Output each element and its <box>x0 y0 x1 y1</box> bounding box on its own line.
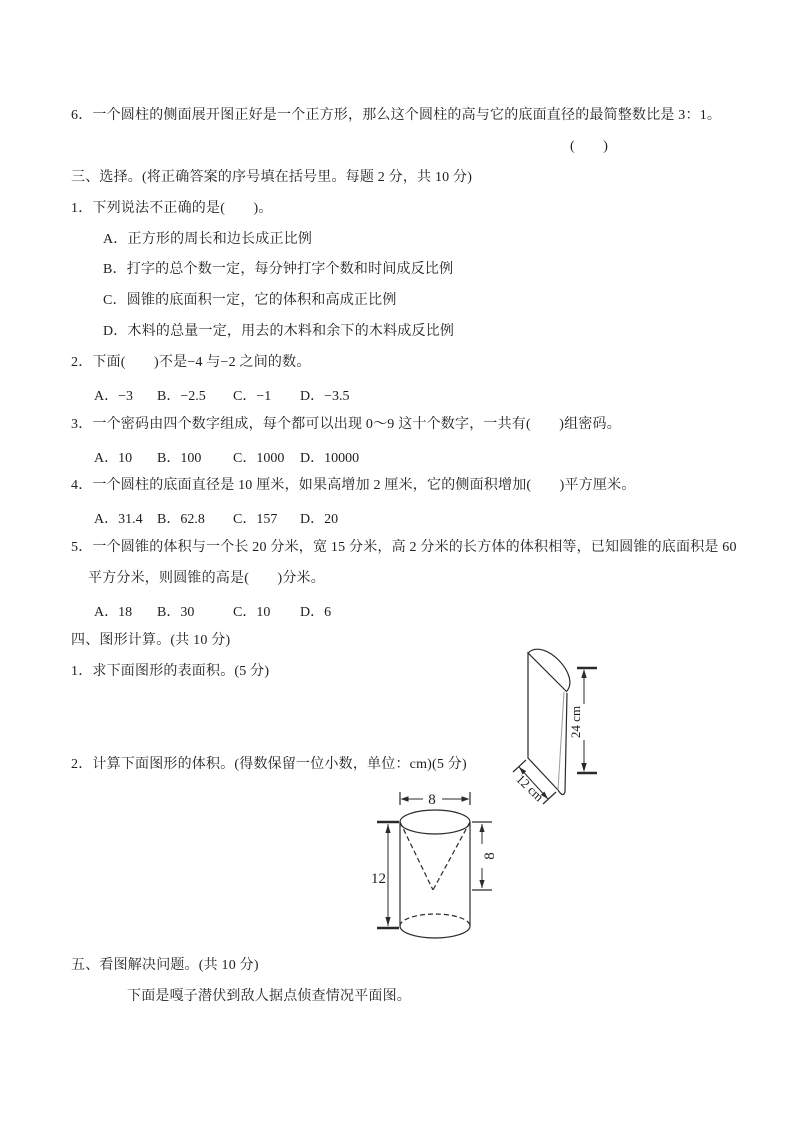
diameter-label-12cm: 12 cm <box>513 771 547 805</box>
choice-q3-text: 3．一个密码由四个数字组成，每个都可以出现 0～9 这十个数字，一共有( )组密码。 <box>71 417 621 432</box>
solve-section-header: 五、看图解决问题。(共 10 分) <box>71 958 259 973</box>
half-cylinder-solid <box>528 649 570 794</box>
half-cylinder-bottom-arc <box>558 790 565 795</box>
cone-height-label: 8 <box>482 852 498 860</box>
half-cylinder-figure <box>500 630 630 825</box>
choice-q4-option-d: D．20 <box>300 512 339 527</box>
choice-q5-option-a: A．18 <box>94 605 133 620</box>
choice-q2-option-d: D．−3.5 <box>300 389 350 404</box>
choice-q1-option-d: D．木料的总量一定，用去的木料和余下的木料成反比例 <box>103 324 455 339</box>
cylinder-height-label: 12 <box>371 871 386 887</box>
choice-q3-option-d: D．10000 <box>300 451 360 466</box>
cylinder-bottom-front-arc <box>400 926 470 938</box>
choice-q1-option-a: A．正方形的周长和边长成正比例 <box>103 232 313 247</box>
diameter-dimension-12cm <box>513 760 556 804</box>
choice-q1-option-b: B．打字的总个数一定，每分钟打字个数和时间成反比例 <box>103 262 454 277</box>
choice-q3-option-b: B．100 <box>157 451 202 466</box>
figure-section-header: 四、图形计算。(共 10 分) <box>71 633 231 648</box>
choice-q1-text: 1．下列说法不正确的是( )。 <box>71 201 273 216</box>
top-diameter-label: 8 <box>428 792 436 808</box>
choice-q3-option-a: A．10 <box>94 451 133 466</box>
figure-q2-text: 2．计算下面图形的体积。(得数保留一位小数，单位：cm)(5 分) <box>71 757 467 772</box>
choice-q5-text-line2: 平方分米，则圆锥的高是( )分米。 <box>88 571 325 586</box>
choice-q3-option-c: C．1000 <box>233 451 285 466</box>
half-cylinder-flat-face <box>528 653 566 790</box>
choice-q5-option-b: B．30 <box>157 605 195 620</box>
question-6-text: 6．一个圆柱的侧面展开图正好是一个正方形，那么这个圆柱的高与它的底面直径的最简整数比是 3：1。 <box>71 108 722 123</box>
cone-height-dimension-8 <box>472 822 498 890</box>
question-6-answer-bracket: ( ) <box>570 139 609 154</box>
cylinder-cone-figure <box>360 786 505 951</box>
choice-q2-option-c: C．−1 <box>233 389 272 404</box>
cylinder-solid <box>400 810 470 938</box>
half-cylinder-top-arc <box>528 649 570 692</box>
choice-q4-option-a: A．31.4 <box>94 512 143 527</box>
choice-q4-text: 4．一个圆柱的底面直径是 10 厘米，如果高增加 2 厘米，它的侧面积增加( )平方厘米。 <box>71 478 636 493</box>
half-cylinder-face-right-edge <box>558 692 564 790</box>
height-dimension-24cm <box>568 668 597 773</box>
top-diameter-dimension-8 <box>400 792 470 808</box>
height-label-24cm: 24 cm <box>568 705 583 739</box>
cylinder-height-dimension-12 <box>371 822 399 928</box>
choice-q1-option-c: C．圆锥的底面积一定，它的体积和高成正比例 <box>103 293 397 308</box>
choice-q4-option-b: B．62.8 <box>157 512 205 527</box>
choice-section-header: 三、选择。(将正确答案的序号填在括号里。每题 2 分，共 10 分) <box>71 170 473 185</box>
choice-q5-text-line1: 5．一个圆锥的体积与一个长 20 分米，宽 15 分米，高 2 分米的长方体的体积相等，已知圆锥的底面积是 60 <box>71 540 737 555</box>
choice-q2-text: 2．下面( )不是−4 与−2 之间的数。 <box>71 355 311 370</box>
half-cylinder-right-silhouette <box>565 693 567 792</box>
choice-q4-option-c: C．157 <box>233 512 278 527</box>
cylinder-bottom-back-arc <box>400 914 470 926</box>
cylinder-top-ellipse <box>400 810 470 834</box>
choice-q2-option-b: B．−2.5 <box>157 389 206 404</box>
choice-q2-option-a: A．−3 <box>94 389 134 404</box>
figure-q1-text: 1．求下面图形的表面积。(5 分) <box>71 664 270 679</box>
choice-q5-option-c: C．10 <box>233 605 271 620</box>
choice-q5-option-d: D．6 <box>300 605 332 620</box>
solve-intro-text: 下面是嘎子潜伏到敌人据点侦查情况平面图。 <box>127 989 411 1004</box>
